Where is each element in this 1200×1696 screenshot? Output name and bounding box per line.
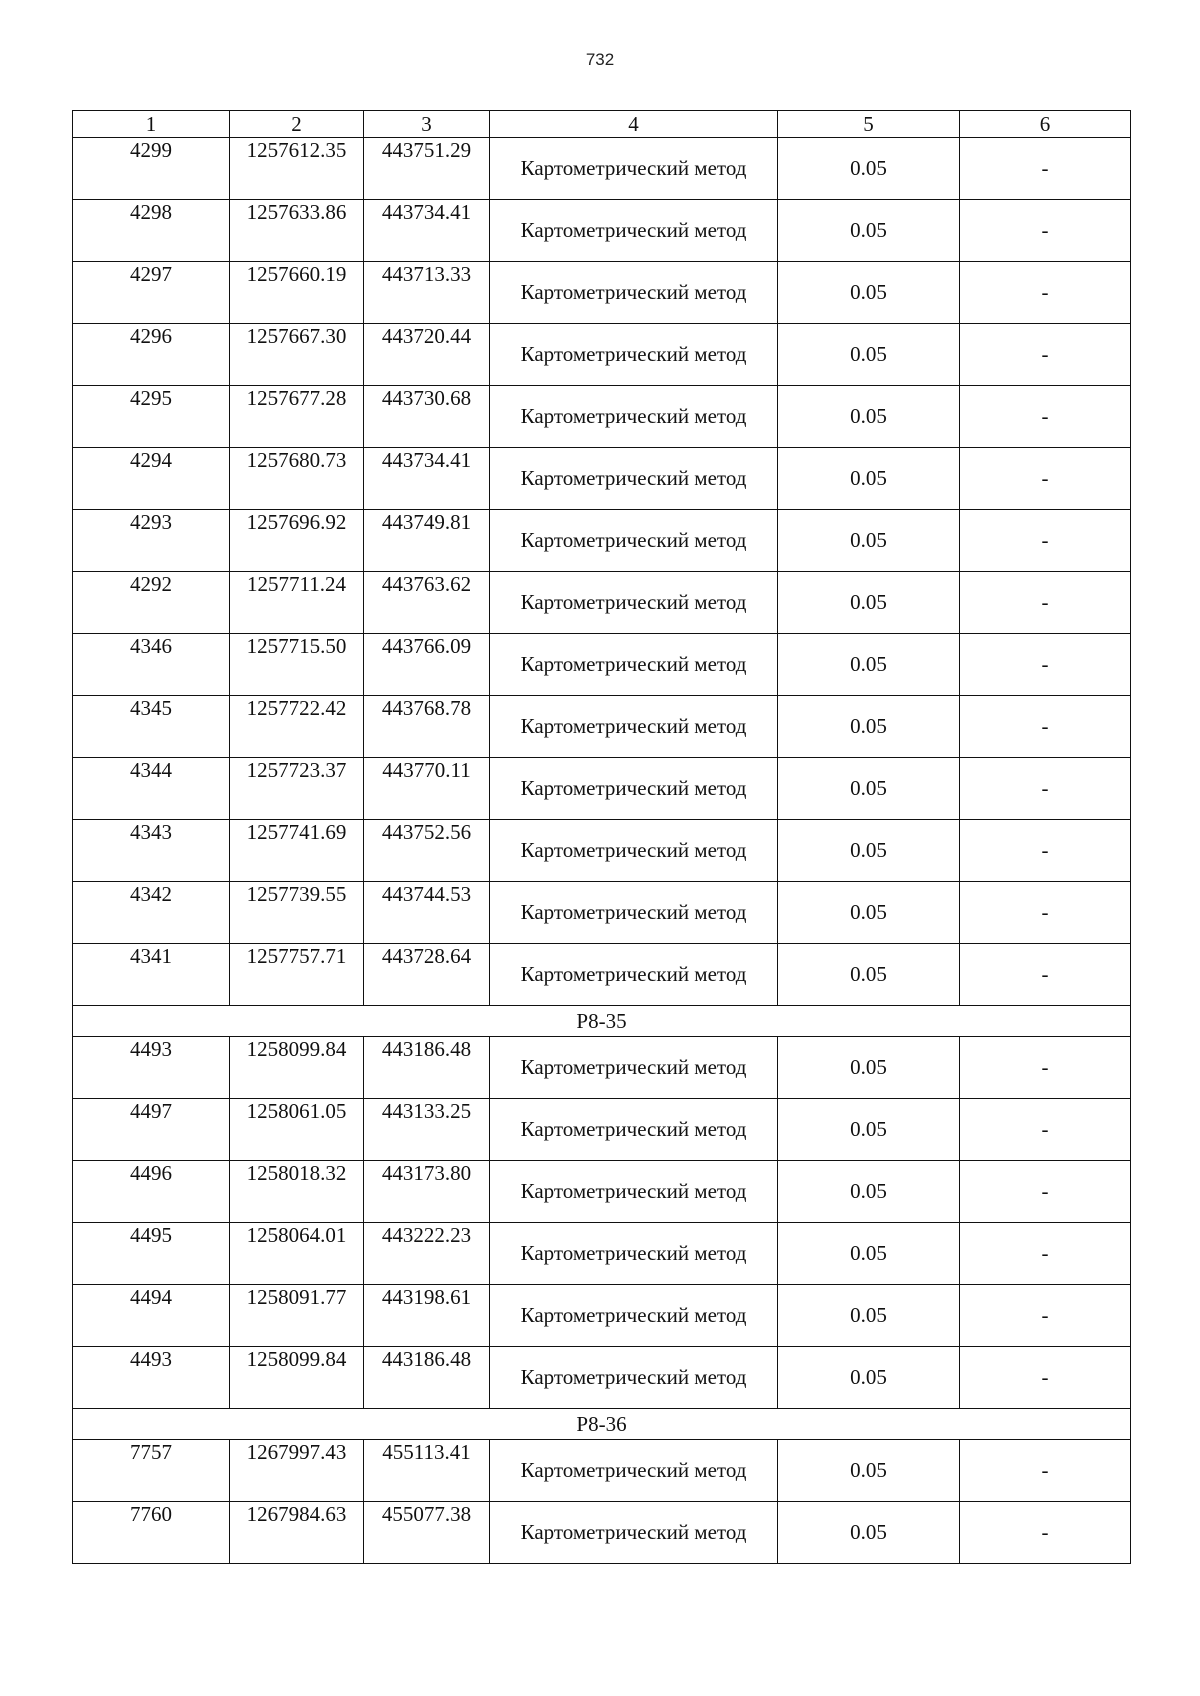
- accuracy-cell: 0.05: [778, 138, 960, 200]
- table-body: [73, 138, 1131, 1564]
- accuracy-cell: 0.05: [778, 572, 960, 634]
- method-cell: Картометрический метод: [490, 944, 778, 1006]
- section-header-row: [73, 1006, 1131, 1037]
- point-number-cell: 7757: [73, 1440, 230, 1502]
- description-cell: -: [960, 448, 1131, 510]
- section-title: Р8-36: [73, 1409, 1131, 1440]
- method-cell: Картометрический метод: [490, 572, 778, 634]
- accuracy-cell: 0.05: [778, 386, 960, 448]
- x-coordinate-cell: 1257722.42: [230, 696, 364, 758]
- description-cell: -: [960, 324, 1131, 386]
- method-cell: Картометрический метод: [490, 200, 778, 262]
- table-row: [73, 262, 1131, 324]
- table-row: [73, 572, 1131, 634]
- description-cell: -: [960, 386, 1131, 448]
- description-cell: -: [960, 572, 1131, 634]
- x-coordinate-cell: 1257739.55: [230, 882, 364, 944]
- accuracy-cell: 0.05: [778, 1037, 960, 1099]
- table-row: [73, 1037, 1131, 1099]
- table-row: [73, 138, 1131, 200]
- method-cell: Картометрический метод: [490, 1037, 778, 1099]
- description-cell: -: [960, 1161, 1131, 1223]
- accuracy-cell: 0.05: [778, 634, 960, 696]
- description-cell: -: [960, 1223, 1131, 1285]
- point-number-cell: 4495: [73, 1223, 230, 1285]
- table-row: [73, 386, 1131, 448]
- table-row: [73, 324, 1131, 386]
- description-cell: -: [960, 882, 1131, 944]
- y-coordinate-cell: 443186.48: [364, 1347, 490, 1409]
- y-coordinate-cell: 443133.25: [364, 1099, 490, 1161]
- y-coordinate-cell: 443728.64: [364, 944, 490, 1006]
- x-coordinate-cell: 1257612.35: [230, 138, 364, 200]
- y-coordinate-cell: 443770.11: [364, 758, 490, 820]
- y-coordinate-cell: 443198.61: [364, 1285, 490, 1347]
- table-row: [73, 1161, 1131, 1223]
- table-row: [73, 758, 1131, 820]
- accuracy-cell: 0.05: [778, 1502, 960, 1564]
- accuracy-cell: 0.05: [778, 696, 960, 758]
- method-cell: Картометрический метод: [490, 510, 778, 572]
- method-cell: Картометрический метод: [490, 1223, 778, 1285]
- y-coordinate-cell: 443751.29: [364, 138, 490, 200]
- method-cell: Картометрический метод: [490, 138, 778, 200]
- x-coordinate-cell: 1257677.28: [230, 386, 364, 448]
- x-coordinate-cell: 1257660.19: [230, 262, 364, 324]
- table-row: [73, 882, 1131, 944]
- point-number-cell: 4493: [73, 1037, 230, 1099]
- accuracy-cell: 0.05: [778, 1440, 960, 1502]
- point-number-cell: 4343: [73, 820, 230, 882]
- description-cell: -: [960, 1285, 1131, 1347]
- point-number-cell: 4295: [73, 386, 230, 448]
- method-cell: Картометрический метод: [490, 758, 778, 820]
- x-coordinate-cell: 1257757.71: [230, 944, 364, 1006]
- method-cell: Картометрический метод: [490, 1161, 778, 1223]
- y-coordinate-cell: 443749.81: [364, 510, 490, 572]
- accuracy-cell: 0.05: [778, 882, 960, 944]
- point-number-cell: 4341: [73, 944, 230, 1006]
- y-coordinate-cell: 443734.41: [364, 448, 490, 510]
- y-coordinate-cell: 443720.44: [364, 324, 490, 386]
- description-cell: -: [960, 1440, 1131, 1502]
- accuracy-cell: 0.05: [778, 1285, 960, 1347]
- x-coordinate-cell: 1267997.43: [230, 1440, 364, 1502]
- section-header-row: [73, 1409, 1131, 1440]
- accuracy-cell: 0.05: [778, 758, 960, 820]
- point-number-cell: 4297: [73, 262, 230, 324]
- y-coordinate-cell: 443734.41: [364, 200, 490, 262]
- y-coordinate-cell: 455113.41: [364, 1440, 490, 1502]
- accuracy-cell: 0.05: [778, 200, 960, 262]
- y-coordinate-cell: 443173.80: [364, 1161, 490, 1223]
- coordinates-table: [72, 110, 1131, 1564]
- method-cell: Картометрический метод: [490, 1099, 778, 1161]
- x-coordinate-cell: 1257680.73: [230, 448, 364, 510]
- point-number-cell: 4292: [73, 572, 230, 634]
- method-cell: Картометрический метод: [490, 820, 778, 882]
- description-cell: -: [960, 510, 1131, 572]
- y-coordinate-cell: 443730.68: [364, 386, 490, 448]
- page-number: 732: [585, 50, 615, 69]
- table-row: [73, 1223, 1131, 1285]
- x-coordinate-cell: 1258064.01: [230, 1223, 364, 1285]
- point-number-cell: 4497: [73, 1099, 230, 1161]
- point-number-cell: 4346: [73, 634, 230, 696]
- description-cell: -: [960, 1037, 1131, 1099]
- column-header-3: 3: [364, 111, 490, 138]
- description-cell: -: [960, 138, 1131, 200]
- accuracy-cell: 0.05: [778, 1099, 960, 1161]
- description-cell: -: [960, 1347, 1131, 1409]
- column-header-2: 2: [230, 111, 364, 138]
- description-cell: -: [960, 200, 1131, 262]
- y-coordinate-cell: 443222.23: [364, 1223, 490, 1285]
- accuracy-cell: 0.05: [778, 1161, 960, 1223]
- accuracy-cell: 0.05: [778, 1347, 960, 1409]
- point-number-cell: 4296: [73, 324, 230, 386]
- x-coordinate-cell: 1257633.86: [230, 200, 364, 262]
- x-coordinate-cell: 1258018.32: [230, 1161, 364, 1223]
- description-cell: -: [960, 820, 1131, 882]
- description-cell: -: [960, 696, 1131, 758]
- x-coordinate-cell: 1258099.84: [230, 1037, 364, 1099]
- description-cell: -: [960, 1502, 1131, 1564]
- accuracy-cell: 0.05: [778, 448, 960, 510]
- method-cell: Картометрический метод: [490, 262, 778, 324]
- point-number-cell: 4298: [73, 200, 230, 262]
- accuracy-cell: 0.05: [778, 944, 960, 1006]
- table-row: [73, 1502, 1131, 1564]
- table-row: [73, 1285, 1131, 1347]
- table-row: [73, 634, 1131, 696]
- section-title: Р8-35: [73, 1006, 1131, 1037]
- description-cell: -: [960, 944, 1131, 1006]
- y-coordinate-cell: 443713.33: [364, 262, 490, 324]
- x-coordinate-cell: 1258099.84: [230, 1347, 364, 1409]
- accuracy-cell: 0.05: [778, 820, 960, 882]
- table-row: [73, 1099, 1131, 1161]
- point-number-cell: 4294: [73, 448, 230, 510]
- point-number-cell: 4342: [73, 882, 230, 944]
- x-coordinate-cell: 1257696.92: [230, 510, 364, 572]
- point-number-cell: 4345: [73, 696, 230, 758]
- description-cell: -: [960, 262, 1131, 324]
- method-cell: Картометрический метод: [490, 448, 778, 510]
- description-cell: -: [960, 758, 1131, 820]
- x-coordinate-cell: 1257723.37: [230, 758, 364, 820]
- description-cell: -: [960, 634, 1131, 696]
- table-row: [73, 1347, 1131, 1409]
- table-row: [73, 944, 1131, 1006]
- accuracy-cell: 0.05: [778, 324, 960, 386]
- column-header-6: 6: [960, 111, 1131, 138]
- point-number-cell: 4293: [73, 510, 230, 572]
- point-number-cell: 4344: [73, 758, 230, 820]
- table-row: [73, 1440, 1131, 1502]
- method-cell: Картометрический метод: [490, 696, 778, 758]
- table-row: [73, 200, 1131, 262]
- y-coordinate-cell: 443744.53: [364, 882, 490, 944]
- y-coordinate-cell: 443766.09: [364, 634, 490, 696]
- x-coordinate-cell: 1257741.69: [230, 820, 364, 882]
- method-cell: Картометрический метод: [490, 1347, 778, 1409]
- table-row: [73, 510, 1131, 572]
- y-coordinate-cell: 443752.56: [364, 820, 490, 882]
- accuracy-cell: 0.05: [778, 1223, 960, 1285]
- method-cell: Картометрический метод: [490, 386, 778, 448]
- point-number-cell: 7760: [73, 1502, 230, 1564]
- method-cell: Картометрический метод: [490, 1440, 778, 1502]
- method-cell: Картометрический метод: [490, 324, 778, 386]
- method-cell: Картометрический метод: [490, 882, 778, 944]
- table-row: [73, 696, 1131, 758]
- accuracy-cell: 0.05: [778, 262, 960, 324]
- x-coordinate-cell: 1257667.30: [230, 324, 364, 386]
- y-coordinate-cell: 443763.62: [364, 572, 490, 634]
- point-number-cell: 4493: [73, 1347, 230, 1409]
- header-row: [73, 111, 1131, 138]
- x-coordinate-cell: 1257715.50: [230, 634, 364, 696]
- x-coordinate-cell: 1258091.77: [230, 1285, 364, 1347]
- x-coordinate-cell: 1258061.05: [230, 1099, 364, 1161]
- y-coordinate-cell: 455077.38: [364, 1502, 490, 1564]
- accuracy-cell: 0.05: [778, 510, 960, 572]
- x-coordinate-cell: 1257711.24: [230, 572, 364, 634]
- description-cell: -: [960, 1099, 1131, 1161]
- x-coordinate-cell: 1267984.63: [230, 1502, 364, 1564]
- method-cell: Картометрический метод: [490, 634, 778, 696]
- point-number-cell: 4299: [73, 138, 230, 200]
- table-row: [73, 448, 1131, 510]
- column-header-4: 4: [490, 111, 778, 138]
- y-coordinate-cell: 443768.78: [364, 696, 490, 758]
- method-cell: Картометрический метод: [490, 1502, 778, 1564]
- point-number-cell: 4494: [73, 1285, 230, 1347]
- column-header-1: 1: [73, 111, 230, 138]
- column-header-5: 5: [778, 111, 960, 138]
- y-coordinate-cell: 443186.48: [364, 1037, 490, 1099]
- table-row: [73, 820, 1131, 882]
- point-number-cell: 4496: [73, 1161, 230, 1223]
- method-cell: Картометрический метод: [490, 1285, 778, 1347]
